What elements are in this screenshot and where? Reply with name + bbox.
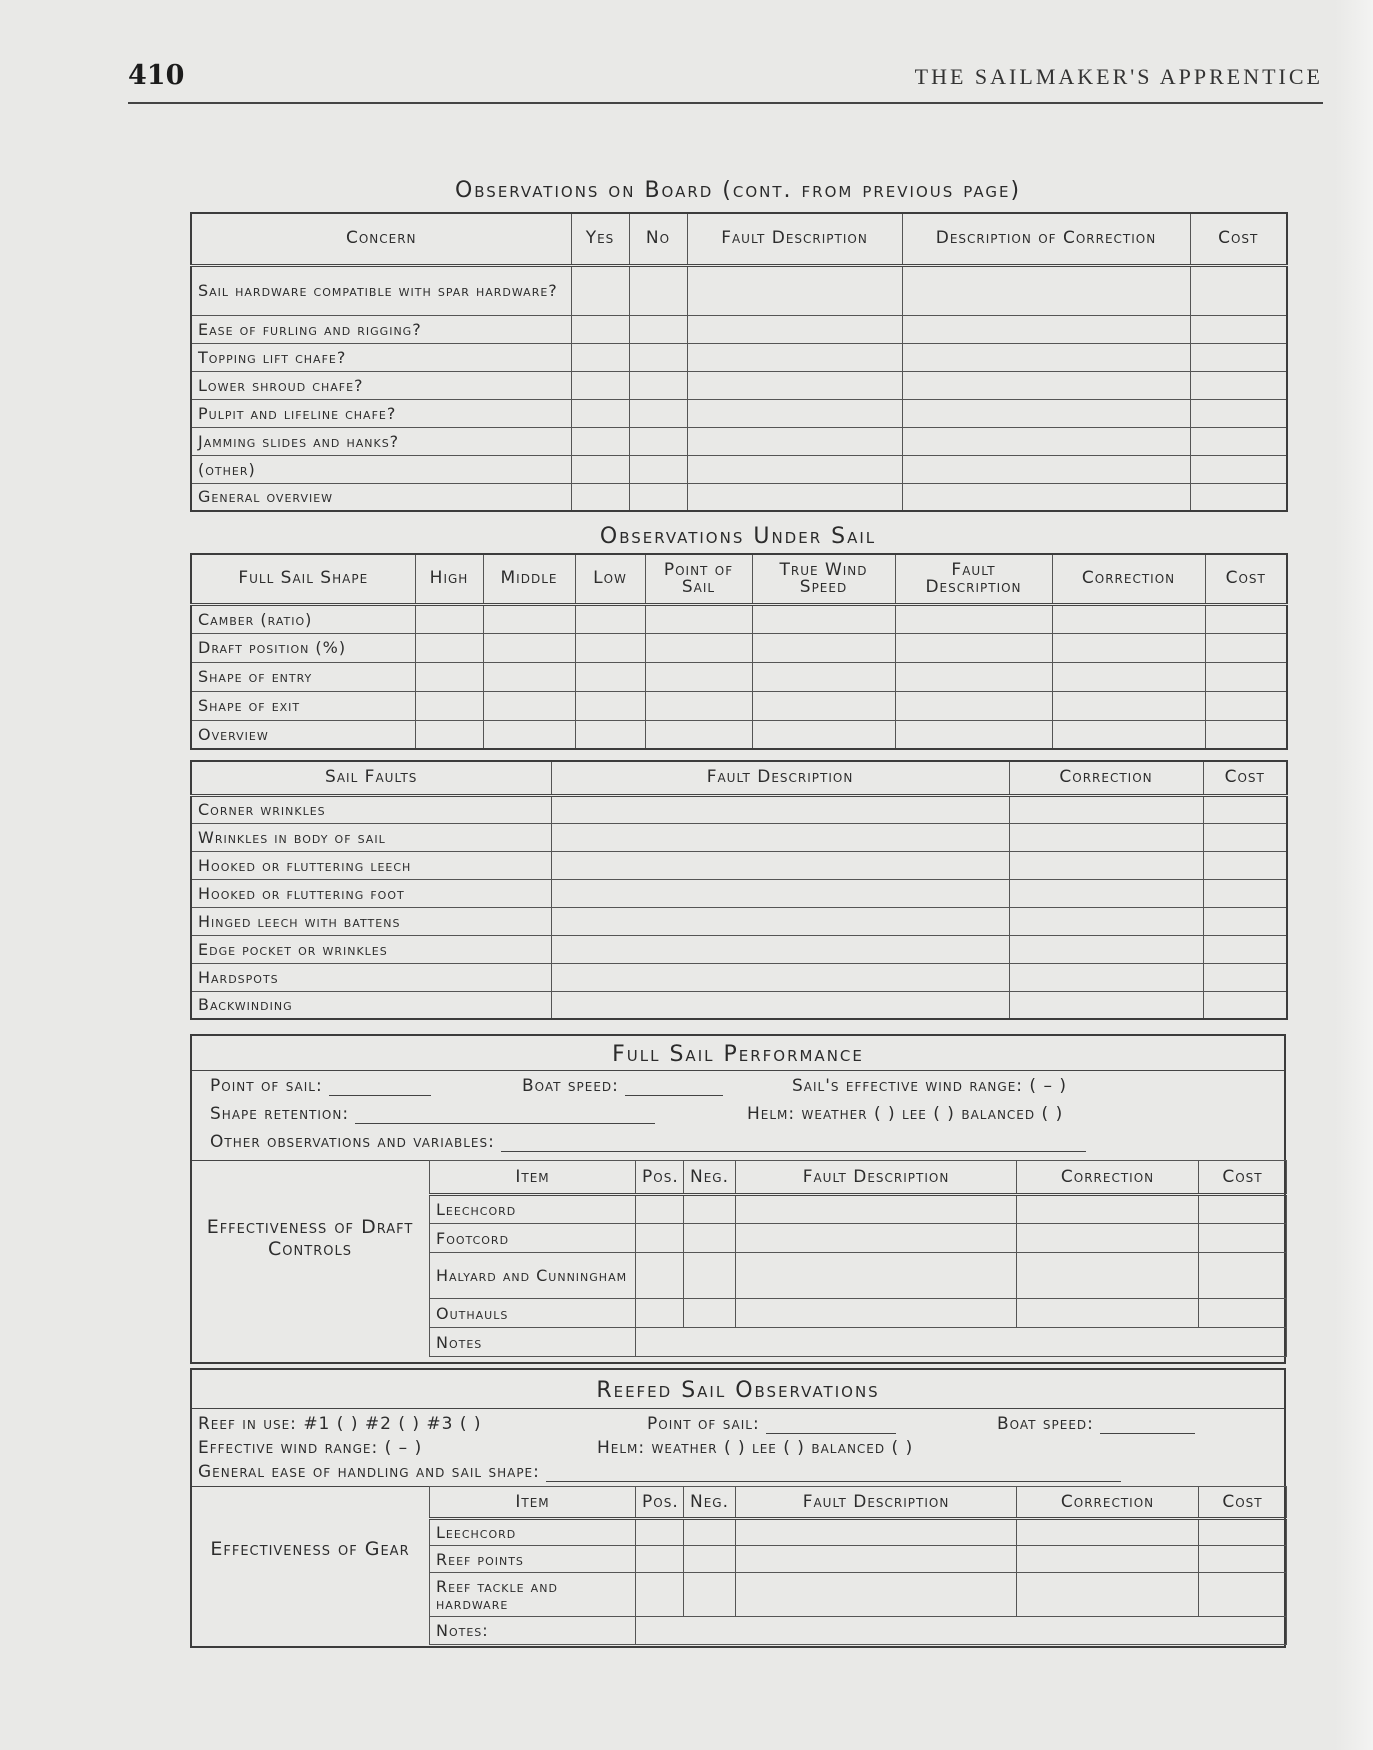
table-row <box>191 483 1287 511</box>
point-of-sail-cell[interactable] <box>645 662 752 691</box>
fault-cell[interactable] <box>687 265 902 315</box>
reefed-point-of-sail-line <box>647 1414 896 1434</box>
middle-cell[interactable] <box>483 720 575 749</box>
correction-cell[interactable] <box>902 315 1190 343</box>
col-neg: Neg. <box>684 1487 736 1519</box>
row-label: (other) <box>191 455 571 483</box>
cost-cell[interactable] <box>1205 604 1287 633</box>
fault-cell[interactable] <box>687 399 902 427</box>
col-cost: Cost <box>1205 554 1287 604</box>
col-correction: Correction <box>1009 761 1203 795</box>
notes-label: Notes: <box>430 1617 636 1645</box>
general-ease-label: General ease of handling and sail shape: <box>198 1462 540 1482</box>
gear-table <box>429 1486 1287 1645</box>
correction-cell[interactable] <box>902 343 1190 371</box>
table-row <box>191 662 1287 691</box>
wind-speed-cell[interactable] <box>752 662 895 691</box>
row-label: Hooked or fluttering leech <box>191 851 551 879</box>
point-of-sail-cell[interactable] <box>645 633 752 662</box>
yes-cell[interactable] <box>571 265 629 315</box>
low-cell[interactable] <box>575 633 645 662</box>
cost-cell[interactable] <box>1190 455 1287 483</box>
board-table <box>190 212 1288 512</box>
low-cell[interactable] <box>575 604 645 633</box>
fault-cell[interactable] <box>551 907 1009 935</box>
cost-cell[interactable] <box>1190 265 1287 315</box>
cost-cell[interactable] <box>1203 991 1287 1019</box>
cost-cell[interactable] <box>1199 1195 1287 1224</box>
correction-cell[interactable] <box>1052 720 1205 749</box>
table-row <box>430 1224 1287 1253</box>
general-ease-blank[interactable] <box>546 1481 1121 1482</box>
table-row <box>191 343 1287 371</box>
cost-cell[interactable] <box>1203 935 1287 963</box>
col-item: Item <box>430 1161 636 1195</box>
boat-speed-label: Boat speed: <box>522 1076 619 1096</box>
correction-cell[interactable] <box>1017 1299 1199 1328</box>
cost-cell[interactable] <box>1203 851 1287 879</box>
reefed-point-of-sail-blank[interactable] <box>766 1433 896 1434</box>
row-label: Shape of exit <box>191 691 415 720</box>
col-fault-description: Fault Description <box>687 213 902 265</box>
page-edge-shade <box>1335 0 1373 1750</box>
col-description-of-correction: Description of Correction <box>902 213 1190 265</box>
page-header <box>128 58 1323 104</box>
row-label: Corner wrinkles <box>191 795 551 823</box>
shape-retention-label: Shape retention: <box>210 1104 350 1124</box>
fault-cell[interactable] <box>687 427 902 455</box>
draft-controls-header-row <box>430 1161 1287 1195</box>
performance-title: Full Sail Performance <box>612 1042 864 1067</box>
middle-cell[interactable] <box>483 691 575 720</box>
pos-cell[interactable] <box>636 1573 684 1617</box>
divider <box>192 1408 1284 1409</box>
correction-cell[interactable] <box>1017 1253 1199 1299</box>
cost-cell[interactable] <box>1205 720 1287 749</box>
high-cell[interactable] <box>415 691 483 720</box>
table-row <box>191 691 1287 720</box>
draft-controls-table <box>429 1160 1287 1357</box>
notes-cell[interactable] <box>636 1328 1287 1357</box>
no-cell[interactable] <box>629 265 687 315</box>
yes-cell[interactable] <box>571 343 629 371</box>
col-sail-faults: Sail Faults <box>191 761 551 795</box>
correction-cell[interactable] <box>1052 633 1205 662</box>
neg-cell[interactable] <box>684 1224 736 1253</box>
table-row <box>430 1573 1287 1617</box>
pos-cell[interactable] <box>636 1299 684 1328</box>
fault-cell[interactable] <box>895 633 1052 662</box>
high-cell[interactable] <box>415 604 483 633</box>
reefed-wind-range-line: Effective wind range: ( – ) <box>198 1438 423 1458</box>
pos-cell[interactable] <box>636 1519 684 1546</box>
row-label: Hinged leech with battens <box>191 907 551 935</box>
row-label: Shape of entry <box>191 662 415 691</box>
draft-controls-label: Effectiveness of Draft Controls <box>206 1216 414 1260</box>
page-number: 410 <box>128 60 185 91</box>
no-cell[interactable] <box>629 371 687 399</box>
fault-cell[interactable] <box>736 1299 1017 1328</box>
cost-cell[interactable] <box>1205 662 1287 691</box>
table-row <box>430 1299 1287 1328</box>
row-label: Wrinkles in body of sail <box>191 823 551 851</box>
yes-cell[interactable] <box>571 371 629 399</box>
correction-cell[interactable] <box>1017 1195 1199 1224</box>
no-cell[interactable] <box>629 399 687 427</box>
correction-cell[interactable] <box>1009 963 1203 991</box>
point-of-sail-cell[interactable] <box>645 720 752 749</box>
shape-retention-blank[interactable] <box>355 1123 655 1124</box>
correction-cell[interactable] <box>1017 1519 1199 1546</box>
table-row <box>191 633 1287 662</box>
fault-cell[interactable] <box>895 604 1052 633</box>
reef-in-use-line: Reef in use: #1 ( ) #2 ( ) #3 ( ) <box>198 1414 482 1434</box>
neg-cell[interactable] <box>684 1519 736 1546</box>
middle-cell[interactable] <box>483 662 575 691</box>
table-row <box>191 935 1287 963</box>
cost-cell[interactable] <box>1199 1299 1287 1328</box>
col-full-sail-shape: Full Sail Shape <box>191 554 415 604</box>
fault-cell[interactable] <box>551 963 1009 991</box>
low-cell[interactable] <box>575 662 645 691</box>
board-title: Observations on Board (cont. from previous page) <box>454 178 1022 203</box>
pos-cell[interactable] <box>636 1195 684 1224</box>
row-label: Sail hardware compatible with spar hardware? <box>191 265 571 315</box>
low-cell[interactable] <box>575 691 645 720</box>
yes-cell[interactable] <box>571 315 629 343</box>
reefed-helm-line: Helm: weather ( ) lee ( ) balanced ( ) <box>597 1438 914 1458</box>
fault-cell[interactable] <box>895 691 1052 720</box>
table-row <box>430 1195 1287 1224</box>
no-cell[interactable] <box>629 483 687 511</box>
other-observations-blank[interactable] <box>501 1151 1086 1152</box>
fault-cell[interactable] <box>736 1195 1017 1224</box>
table-row <box>191 795 1287 823</box>
correction-cell[interactable] <box>1009 935 1203 963</box>
cost-cell[interactable] <box>1190 343 1287 371</box>
row-label: Overview <box>191 720 415 749</box>
point-of-sail-line <box>210 1076 431 1096</box>
cost-cell[interactable] <box>1203 907 1287 935</box>
correction-cell[interactable] <box>1009 823 1203 851</box>
cost-cell[interactable] <box>1199 1573 1287 1617</box>
fault-cell[interactable] <box>551 823 1009 851</box>
table-row <box>191 265 1287 315</box>
row-label: Hooked or fluttering foot <box>191 879 551 907</box>
pos-cell[interactable] <box>636 1253 684 1299</box>
cost-cell[interactable] <box>1203 795 1287 823</box>
correction-cell[interactable] <box>1009 795 1203 823</box>
fault-cell[interactable] <box>687 371 902 399</box>
col-fault-description: Fault Description <box>736 1161 1017 1195</box>
table-row <box>191 907 1287 935</box>
table-row <box>430 1253 1287 1299</box>
correction-cell[interactable] <box>902 399 1190 427</box>
no-cell[interactable] <box>629 455 687 483</box>
reefed-sail-box <box>190 1368 1286 1648</box>
pos-cell[interactable] <box>636 1546 684 1573</box>
under-sail-header-row <box>191 554 1287 604</box>
correction-cell[interactable] <box>1009 879 1203 907</box>
no-cell[interactable] <box>629 427 687 455</box>
correction-cell[interactable] <box>902 483 1190 511</box>
cost-cell[interactable] <box>1203 823 1287 851</box>
col-correction: Correction <box>1017 1161 1199 1195</box>
col-cost: Cost <box>1203 761 1287 795</box>
shape-retention-line <box>210 1104 655 1124</box>
row-label: Footcord <box>430 1224 636 1253</box>
low-cell[interactable] <box>575 720 645 749</box>
row-label: Outhauls <box>430 1299 636 1328</box>
yes-cell[interactable] <box>571 455 629 483</box>
cost-cell[interactable] <box>1190 427 1287 455</box>
col-item: Item <box>430 1487 636 1519</box>
table-row <box>191 315 1287 343</box>
notes-row <box>430 1328 1287 1357</box>
col-fault-description: Fault Description <box>895 554 1052 604</box>
point-of-sail-cell[interactable] <box>645 604 752 633</box>
correction-cell[interactable] <box>1009 991 1203 1019</box>
point-of-sail-blank[interactable] <box>329 1095 431 1096</box>
pos-cell[interactable] <box>636 1224 684 1253</box>
boat-speed-line <box>522 1076 723 1096</box>
row-label: Reef tackle and hardware <box>430 1573 636 1617</box>
reefed-title: Reefed Sail Observations <box>596 1378 880 1403</box>
col-fault-description: Fault Description <box>736 1487 1017 1519</box>
row-label: Jamming slides and hanks? <box>191 427 571 455</box>
middle-cell[interactable] <box>483 604 575 633</box>
correction-cell[interactable] <box>1017 1573 1199 1617</box>
faults-header-row <box>191 761 1287 795</box>
cost-cell[interactable] <box>1203 963 1287 991</box>
row-label: Leechcord <box>430 1519 636 1546</box>
high-cell[interactable] <box>415 720 483 749</box>
under-sail-title: Observations Under Sail <box>599 524 877 549</box>
correction-cell[interactable] <box>1009 851 1203 879</box>
fault-cell[interactable] <box>687 315 902 343</box>
row-label: Topping lift chafe? <box>191 343 571 371</box>
cost-cell[interactable] <box>1205 691 1287 720</box>
other-observations-line <box>210 1132 1086 1152</box>
correction-cell[interactable] <box>1052 662 1205 691</box>
reefed-point-of-sail-label: Point of sail: <box>647 1414 760 1434</box>
table-row <box>191 371 1287 399</box>
neg-cell[interactable] <box>684 1546 736 1573</box>
point-of-sail-label: Point of sail: <box>210 1076 323 1096</box>
col-middle: Middle <box>483 554 575 604</box>
reefed-boat-speed-line <box>997 1414 1195 1434</box>
table-row <box>191 399 1287 427</box>
col-true-wind-speed: True Wind Speed <box>752 554 895 604</box>
neg-cell[interactable] <box>684 1253 736 1299</box>
correction-cell[interactable] <box>1017 1546 1199 1573</box>
correction-cell[interactable] <box>902 455 1190 483</box>
col-neg: Neg. <box>684 1161 736 1195</box>
yes-cell[interactable] <box>571 427 629 455</box>
row-label: General overview <box>191 483 571 511</box>
cost-cell[interactable] <box>1190 399 1287 427</box>
yes-cell[interactable] <box>571 399 629 427</box>
row-label: Draft position (%) <box>191 633 415 662</box>
fault-cell[interactable] <box>551 851 1009 879</box>
correction-cell[interactable] <box>1052 604 1205 633</box>
cost-cell[interactable] <box>1190 483 1287 511</box>
board-header-row <box>191 213 1287 265</box>
col-yes: Yes <box>571 213 629 265</box>
wind-range-line: Sail's effective wind range: ( – ) <box>792 1076 1067 1096</box>
row-label: Backwinding <box>191 991 551 1019</box>
col-high: High <box>415 554 483 604</box>
table-row <box>191 851 1287 879</box>
reefed-boat-speed-blank[interactable] <box>1100 1433 1195 1434</box>
sail-faults-table <box>190 760 1288 1020</box>
helm-line: Helm: weather ( ) lee ( ) balanced ( ) <box>747 1104 1064 1124</box>
fault-cell[interactable] <box>736 1224 1017 1253</box>
cost-cell[interactable] <box>1190 315 1287 343</box>
fault-cell[interactable] <box>736 1253 1017 1299</box>
other-observations-label: Other observations and variables: <box>210 1132 495 1152</box>
correction-cell[interactable] <box>1052 691 1205 720</box>
col-correction: Correction <box>1017 1487 1199 1519</box>
row-label: Hardspots <box>191 963 551 991</box>
fault-cell[interactable] <box>895 662 1052 691</box>
wind-speed-cell[interactable] <box>752 720 895 749</box>
cost-cell[interactable] <box>1190 371 1287 399</box>
wind-speed-cell[interactable] <box>752 633 895 662</box>
wind-speed-cell[interactable] <box>752 604 895 633</box>
wind-speed-cell[interactable] <box>752 691 895 720</box>
running-head: THE SAILMAKER'S APPRENTICE <box>914 64 1323 89</box>
reefed-boat-speed-label: Boat speed: <box>997 1414 1094 1434</box>
no-cell[interactable] <box>629 343 687 371</box>
cost-cell[interactable] <box>1205 633 1287 662</box>
row-label: Lower shroud chafe? <box>191 371 571 399</box>
row-label: Camber (ratio) <box>191 604 415 633</box>
fault-cell[interactable] <box>736 1573 1017 1617</box>
fault-cell[interactable] <box>551 991 1009 1019</box>
col-correction: Correction <box>1052 554 1205 604</box>
col-pos: Pos. <box>636 1161 684 1195</box>
table-row <box>191 427 1287 455</box>
col-point-of-sail: Point of Sail <box>645 554 752 604</box>
fault-cell[interactable] <box>687 455 902 483</box>
notes-cell[interactable] <box>636 1617 1287 1645</box>
boat-speed-blank[interactable] <box>625 1095 723 1096</box>
col-concern: Concern <box>191 213 571 265</box>
row-label: Ease of furling and rigging? <box>191 315 571 343</box>
gear-header-row <box>430 1487 1287 1519</box>
neg-cell[interactable] <box>684 1195 736 1224</box>
cost-cell[interactable] <box>1199 1546 1287 1573</box>
neg-cell[interactable] <box>684 1299 736 1328</box>
row-label: Halyard and Cunningham <box>430 1253 636 1299</box>
correction-cell[interactable] <box>902 427 1190 455</box>
no-cell[interactable] <box>629 315 687 343</box>
under-sail-table <box>190 553 1288 750</box>
table-row <box>191 823 1287 851</box>
high-cell[interactable] <box>415 633 483 662</box>
row-label: Leechcord <box>430 1195 636 1224</box>
general-ease-line <box>198 1462 1121 1482</box>
divider <box>192 1070 1284 1071</box>
table-row <box>191 963 1287 991</box>
gear-label: Effectiveness of Gear <box>210 1538 410 1560</box>
fault-cell[interactable] <box>551 935 1009 963</box>
row-label: Edge pocket or wrinkles <box>191 935 551 963</box>
table-row <box>191 991 1287 1019</box>
table-row <box>191 879 1287 907</box>
correction-cell[interactable] <box>1017 1224 1199 1253</box>
row-label: Reef points <box>430 1546 636 1573</box>
col-cost: Cost <box>1199 1161 1287 1195</box>
row-label: Pulpit and lifeline chafe? <box>191 399 571 427</box>
fault-cell[interactable] <box>736 1546 1017 1573</box>
cost-cell[interactable] <box>1199 1519 1287 1546</box>
neg-cell[interactable] <box>684 1573 736 1617</box>
col-cost: Cost <box>1190 213 1287 265</box>
yes-cell[interactable] <box>571 483 629 511</box>
fault-cell[interactable] <box>551 879 1009 907</box>
col-pos: Pos. <box>636 1487 684 1519</box>
col-fault-description: Fault Description <box>551 761 1009 795</box>
table-row <box>191 720 1287 749</box>
high-cell[interactable] <box>415 662 483 691</box>
col-cost: Cost <box>1199 1487 1287 1519</box>
full-sail-performance-box <box>190 1034 1286 1364</box>
table-row <box>191 455 1287 483</box>
notes-row <box>430 1617 1287 1645</box>
table-row <box>430 1546 1287 1573</box>
fault-cell[interactable] <box>551 795 1009 823</box>
cost-cell[interactable] <box>1203 879 1287 907</box>
table-row <box>430 1519 1287 1546</box>
fault-cell[interactable] <box>687 343 902 371</box>
correction-cell[interactable] <box>1009 907 1203 935</box>
point-of-sail-cell[interactable] <box>645 691 752 720</box>
correction-cell[interactable] <box>902 371 1190 399</box>
fault-cell[interactable] <box>736 1519 1017 1546</box>
middle-cell[interactable] <box>483 633 575 662</box>
cost-cell[interactable] <box>1199 1224 1287 1253</box>
table-row <box>191 604 1287 633</box>
fault-cell[interactable] <box>687 483 902 511</box>
col-no: No <box>629 213 687 265</box>
correction-cell[interactable] <box>902 265 1190 315</box>
fault-cell[interactable] <box>895 720 1052 749</box>
cost-cell[interactable] <box>1199 1253 1287 1299</box>
notes-label: Notes <box>430 1328 636 1357</box>
col-low: Low <box>575 554 645 604</box>
